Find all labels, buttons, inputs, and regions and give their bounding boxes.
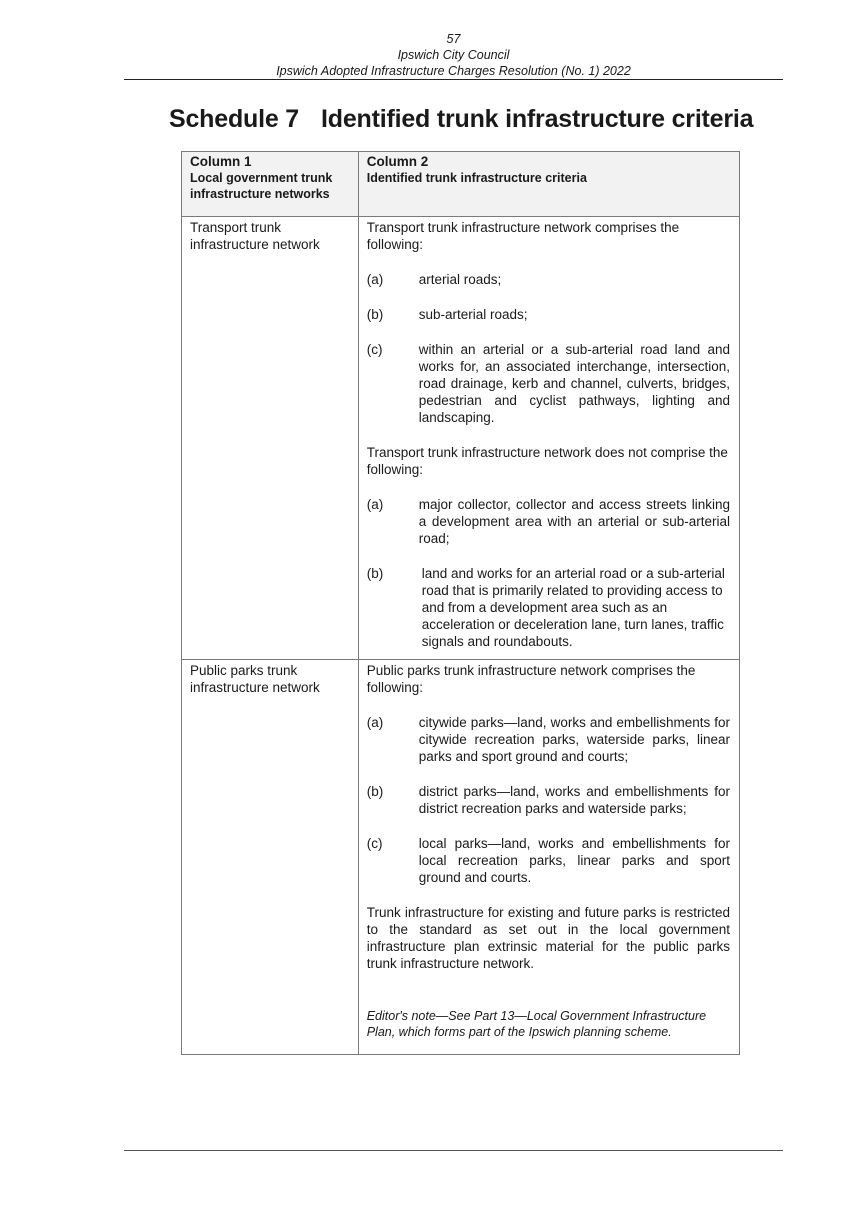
criteria-table [181, 151, 740, 1055]
column-1-header [182, 152, 359, 217]
schedule-number: Schedule 7 [169, 105, 299, 133]
list-item [367, 271, 730, 288]
list-item [367, 565, 730, 650]
column-2-heading: Column 2 [366, 154, 429, 169]
item-text: sub-arterial roads; [418, 307, 528, 322]
item-text: land and works for an arterial road or a sub-arterial road that is primarily related to providing access to and from a development area such as an acceleration or deceleration lane, turn lanes, traffic signals and roundabouts. [421, 566, 725, 649]
excludes-intro: Transport trunk infrastructure network does not comprise the following: [366, 445, 728, 477]
restriction-paragraph: Trunk infrastructure for existing and future parks is restricted to the standard as set out in the local government infrastructure plan extrinsic material for the public parks trunk infrastructure network. [366, 905, 730, 971]
footer-rule [124, 1150, 783, 1151]
header-rule [124, 79, 783, 80]
item-label: (a) [366, 715, 384, 730]
item-text: citywide parks—land, works and embellishments for citywide recreation parks, waterside parks, linear parks and sport ground and courts; [418, 715, 730, 764]
network-cell [182, 660, 359, 1055]
schedule-title [169, 105, 753, 134]
list-item [367, 783, 730, 817]
column-1-heading: Column 1 [190, 154, 252, 169]
item-label: (c) [366, 342, 383, 357]
list-item [367, 306, 730, 323]
criteria-cell [358, 660, 739, 1055]
header-document-title: Ipswich Adopted Infrastructure Charges Resolution (No. 1) 2022 [276, 64, 631, 78]
item-label: (a) [366, 272, 384, 287]
list-item [367, 341, 730, 426]
item-text: major collector, collector and access streets linking a development area with an arterial or sub-arterial road; [418, 497, 730, 546]
item-label: (b) [366, 566, 384, 581]
item-label: (a) [366, 497, 384, 512]
table-row-transport [182, 217, 740, 660]
network-cell [182, 217, 359, 660]
comprises-intro: Public parks trunk infrastructure network comprises the following: [366, 663, 696, 695]
item-text: local parks—land, works and embellishments for local recreation parks, linear parks and sport ground and courts. [418, 836, 730, 885]
column-2-header [358, 152, 739, 217]
list-item [367, 835, 730, 886]
table-header-row [182, 152, 740, 217]
list-item [367, 714, 730, 765]
editors-note: Editor's note—See Part 13—Local Government Infrastructure Plan, which forms part of the Ipswich planning scheme. [366, 1009, 707, 1039]
schedule-heading: Identified trunk infrastructure criteria [321, 105, 754, 133]
criteria-cell [358, 217, 739, 660]
network-name: Public parks trunk infrastructure network [190, 663, 320, 695]
network-name: Transport trunk infrastructure network [190, 220, 320, 252]
column-1-subheading: Local government trunk infrastructure networks [190, 171, 333, 201]
table-row-public-parks [182, 660, 740, 1055]
column-2-subheading: Identified trunk infrastructure criteria [366, 171, 587, 185]
item-label: (b) [366, 784, 384, 799]
item-text: district parks—land, works and embellishments for district recreation parks and waterside parks; [418, 784, 730, 816]
page-number: 57 [446, 32, 461, 46]
header-council: Ipswich City Council [397, 48, 510, 62]
list-item [367, 496, 730, 547]
item-label: (b) [366, 307, 384, 322]
comprises-intro: Transport trunk infrastructure network comprises the following: [366, 220, 680, 252]
item-text: within an arterial or a sub-arterial road land and works for, an associated interchange, intersection, road drainage, kerb and channel, culverts, bridges, pedestrian and cyclist pathways, lighting and landscaping. [418, 342, 730, 425]
item-label: (c) [366, 836, 383, 851]
item-text: arterial roads; [418, 272, 502, 287]
